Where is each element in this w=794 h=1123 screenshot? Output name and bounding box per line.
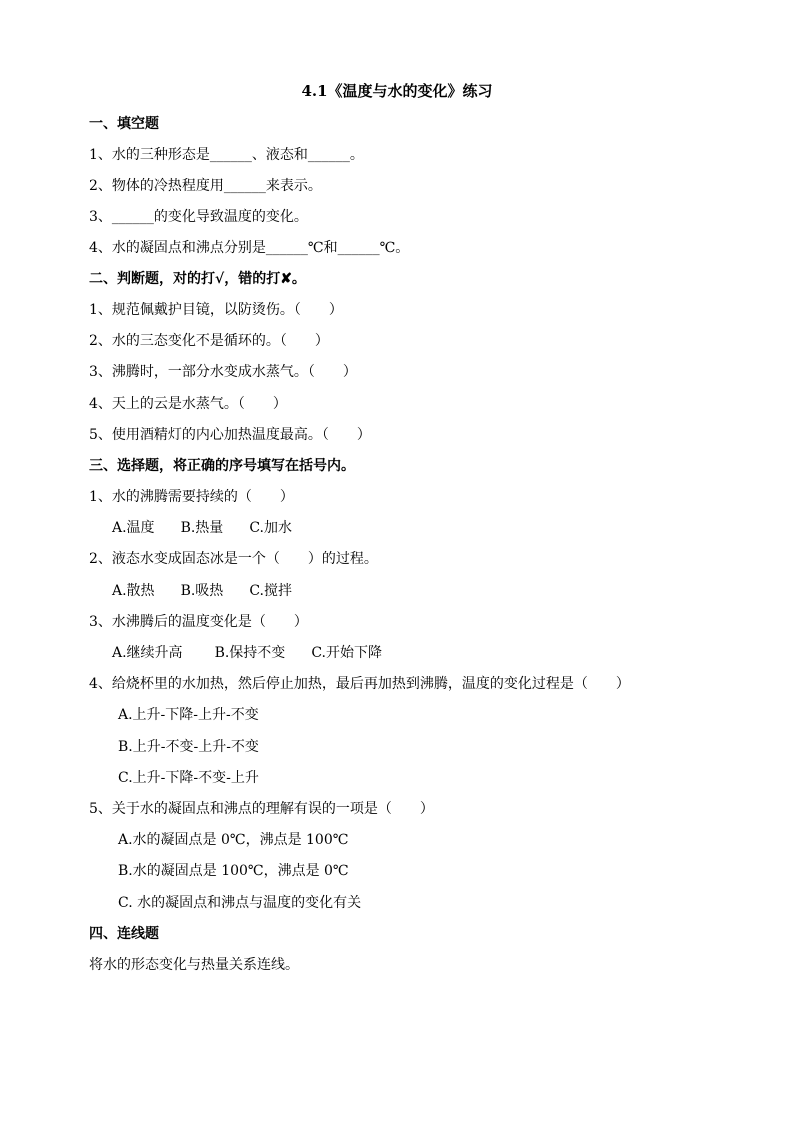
- fill-question-4: 4、水的凝固点和沸点分别是______℃和______℃。: [89, 240, 410, 256]
- option-b: B.保持不变: [214, 645, 286, 661]
- option-b: B.热量: [180, 520, 224, 536]
- fill-question-2: 2、物体的冷热程度用______来表示。: [89, 178, 322, 194]
- option-a: A.散热: [112, 583, 155, 599]
- choice-question-4-option-c: C.上升-下降-不变-上升: [118, 770, 259, 786]
- option-c: C.开始下降: [311, 645, 382, 661]
- judge-question-1: 1、规范佩戴护目镜，以防烫伤。（ ）: [89, 302, 343, 318]
- choice-question-3-options: [112, 643, 382, 663]
- fill-question-3: 3、______的变化导致温度的变化。: [89, 209, 308, 225]
- option-c: C.加水: [249, 520, 292, 536]
- section-heading-multiple-choice: 三、选择题，将正确的序号填写在括号内。: [89, 458, 355, 474]
- choice-question-5-stem: 5、关于水的凝固点和沸点的理解有误的一项是（ ）: [89, 801, 434, 817]
- judge-question-2: 2、水的三态变化不是循环的。（ ）: [89, 333, 329, 349]
- choice-question-3-stem: 3、水沸腾后的温度变化是（ ）: [89, 614, 308, 630]
- page-title: 4.1《温度与水的变化》练习: [301, 82, 493, 100]
- fill-question-1: 1、水的三种形态是______、液态和______。: [89, 147, 364, 163]
- choice-question-4-option-a: A.上升-下降-上升-不变: [118, 707, 259, 723]
- choice-question-4-option-b: B.上升-不变-上升-不变: [118, 739, 259, 755]
- choice-question-1-options: [112, 518, 292, 538]
- judge-question-3: 3、沸腾时，一部分水变成水蒸气。（ ）: [89, 364, 357, 380]
- choice-question-5-option-c: C. 水的凝固点和沸点与温度的变化有关: [118, 895, 362, 911]
- choice-question-4-stem: 4、给烧杯里的水加热，然后停止加热，最后再加热到沸腾，温度的变化过程是（ ）: [89, 676, 630, 692]
- option-c: C.搅拌: [249, 583, 292, 599]
- matching-instruction: 将水的形态变化与热量关系连线。: [89, 957, 299, 973]
- option-b: B.吸热: [180, 583, 224, 599]
- choice-question-2-options: [112, 581, 292, 601]
- choice-question-2-stem: 2、液态水变成固态冰是一个（ ）的过程。: [89, 551, 378, 567]
- choice-question-5-option-a: A.水的凝固点是 0℃，沸点是 100℃: [118, 832, 349, 848]
- section-heading-fill-in: 一、填空题: [89, 116, 159, 132]
- section-heading-true-false: 二、判断题，对的打√，错的打✘。: [89, 271, 306, 287]
- choice-question-1-stem: 1、水的沸腾需要持续的（ ）: [89, 489, 294, 505]
- choice-question-5-option-b: B.水的凝固点是 100℃，沸点是 0℃: [118, 863, 349, 879]
- option-a: A.继续升高: [112, 645, 183, 661]
- section-heading-matching: 四、连线题: [89, 926, 159, 942]
- judge-question-5: 5、使用酒精灯的内心加热温度最高。（ ）: [89, 427, 371, 443]
- option-a: A.温度: [112, 520, 155, 536]
- judge-question-4: 4、天上的云是水蒸气。（ ）: [89, 396, 287, 412]
